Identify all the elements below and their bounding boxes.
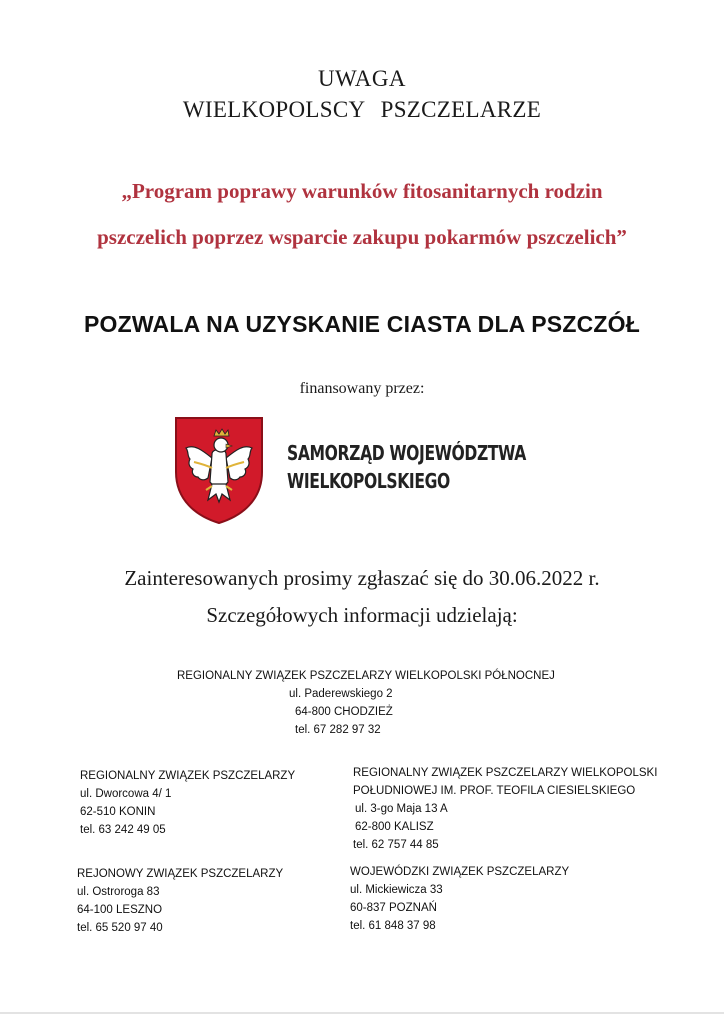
org-phone: tel. 67 282 97 32 xyxy=(295,724,381,736)
sponsor-name-line1: SAMORZĄD WOJEWÓDZTWA xyxy=(287,441,526,465)
org-street: ul. Mickiewicza 33 xyxy=(350,884,443,896)
org-phone: tel. 62 757 44 85 xyxy=(353,839,439,851)
org-konin-block xyxy=(80,767,295,839)
org-name-line2: POŁUDNIOWEJ IM. PROF. TEOFILA CIESIELSKIEGO xyxy=(353,785,636,797)
org-leszno-block xyxy=(77,865,283,937)
headline: POZWALA NA UZYSKANIE CIASTA DLA PSZCZÓŁ xyxy=(84,311,640,337)
org-city: 64-800 CHODZIEŻ xyxy=(295,706,393,718)
org-city: 62-510 KONIN xyxy=(80,806,156,818)
org-name: WOJEWÓDZKI ZWIĄZEK PSZCZELARZY xyxy=(350,866,570,878)
org-name: REGIONALNY ZWIĄZEK PSZCZELARZY xyxy=(80,770,296,782)
info-text: Szczegółowych informacji udzielają: xyxy=(206,603,518,627)
eagle-crest-icon xyxy=(172,414,266,526)
org-poznan-block xyxy=(350,863,569,935)
financed-by-label: finansowany przez: xyxy=(299,380,425,397)
header-wielkopolscy-pszczelarze: WIELKOPOLSCY PSZCZELARZE xyxy=(182,97,542,122)
program-title-line1: „Program poprawy warunków fitosanitarnych rodzin xyxy=(121,179,603,203)
org-city: 60-837 POZNAŃ xyxy=(350,902,437,914)
org-phone: tel. 61 848 37 98 xyxy=(350,920,436,932)
org-street: ul. Dworcowa 4/ 1 xyxy=(80,788,172,800)
page-bottom-edge xyxy=(0,1012,724,1014)
org-street: ul. Paderewskiego 2 xyxy=(289,688,393,700)
org-name: REGIONALNY ZWIĄZEK PSZCZELARZY WIELKOPOLSKI PÓŁNOCNEJ xyxy=(177,670,555,682)
org-city: 64-100 LESZNO xyxy=(77,904,163,916)
org-phone: tel. 63 242 49 05 xyxy=(80,824,166,836)
org-phone: tel. 65 520 97 40 xyxy=(77,922,163,934)
org-kalisz-block xyxy=(353,764,657,854)
org-city: 62-800 KALISZ xyxy=(355,821,434,833)
org-name: REGIONALNY ZWIĄZEK PSZCZELARZY WIELKOPOLSKI xyxy=(353,767,658,779)
org-name: REJONOWY ZWIĄZEK PSZCZELARZY xyxy=(77,868,284,880)
org-north-block xyxy=(177,667,555,739)
header-uwaga: UWAGA xyxy=(317,66,407,91)
program-title-line2: pszczelich poprzez wsparcie zakupu pokarmów pszczelich” xyxy=(97,225,627,249)
sponsor-name-line2: WIELKOPOLSKIEGO xyxy=(287,469,450,493)
org-street: ul. Ostroroga 83 xyxy=(77,886,160,898)
org-street: ul. 3-go Maja 13 A xyxy=(355,803,448,815)
deadline-text: Zainteresowanych prosimy zgłaszać się do 30.06.2022 r. xyxy=(124,566,600,590)
